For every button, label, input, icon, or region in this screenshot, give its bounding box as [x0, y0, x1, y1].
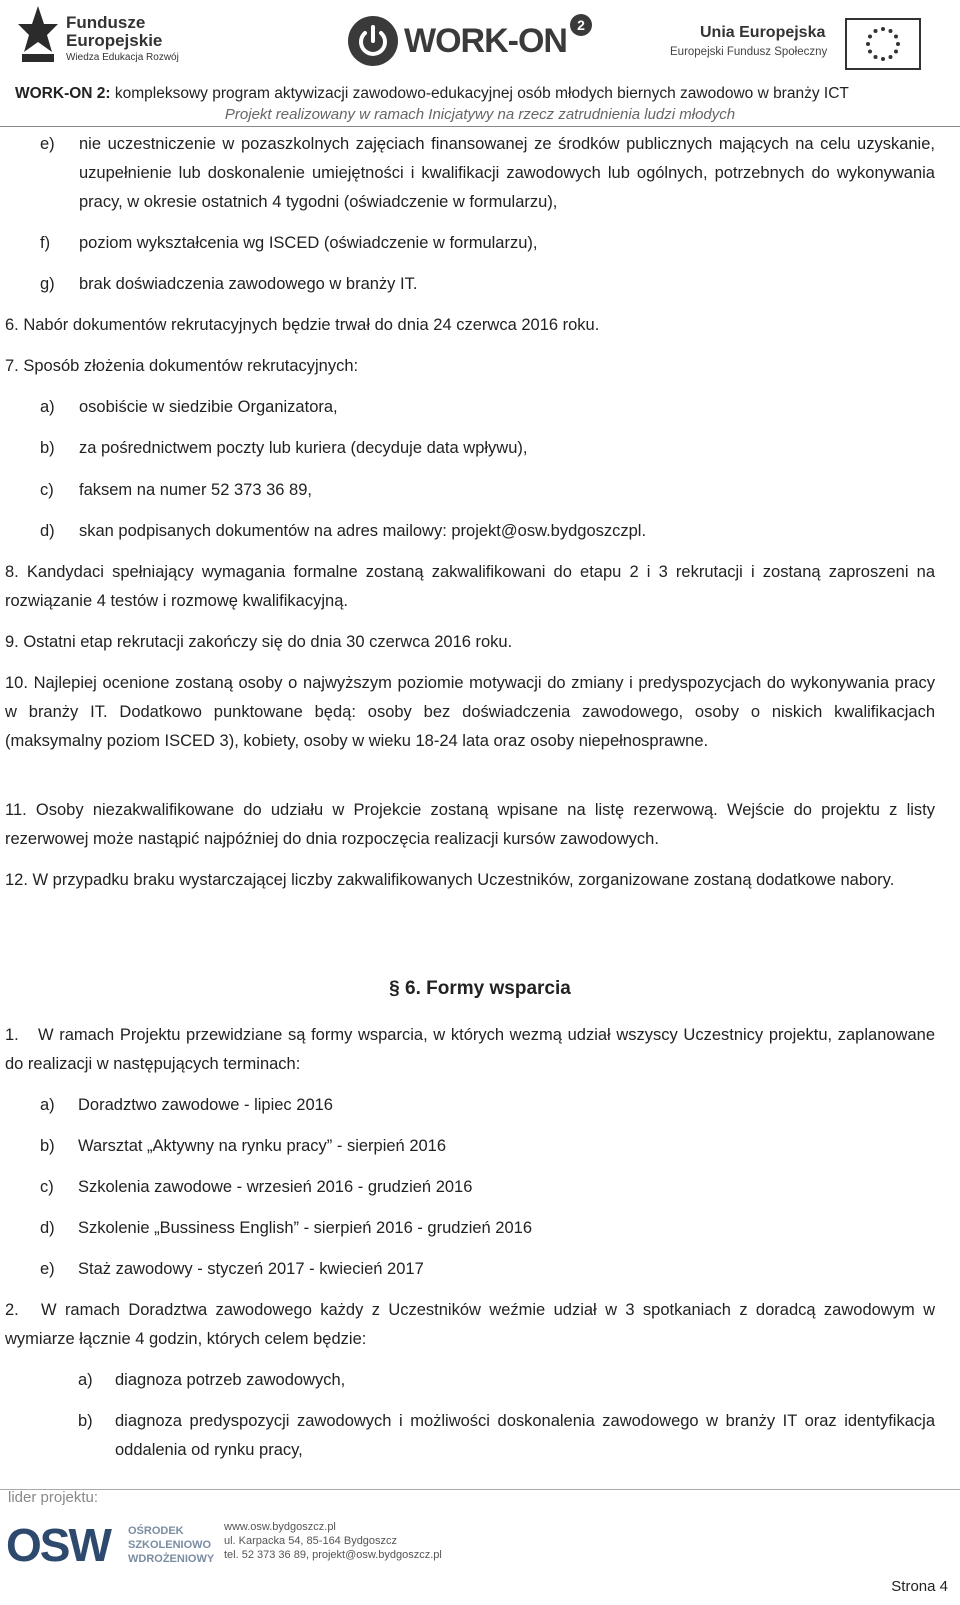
fundusze-europejskie-logo	[18, 6, 218, 68]
item-7a-text: osobiście w siedzibie Organizatora,	[79, 398, 338, 416]
point-8: 8. Kandydaci spełniający wymagania formalne zostaną zakwalifikowani do etapu 2 i 3 rekrutacji i zostaną zaproszeni na rozwiązanie 4 testów i rozmowę kwalifikacyjną.	[5, 563, 935, 610]
osw-contact	[224, 1520, 442, 1562]
point-7: 7. Sposób złożenia dokumentów rekrutacyjnych:	[5, 357, 359, 375]
item-g-text: brak doświadczenia zawodowego w branży IT.	[79, 275, 418, 293]
page-header	[0, 0, 960, 82]
item-s1c-label: c)	[40, 1178, 54, 1196]
leader-label: lider projektu:	[8, 1489, 99, 1506]
item-s1a-label: a)	[40, 1096, 55, 1114]
item-7c-text: faksem na numer 52 373 36 89,	[79, 481, 312, 499]
item-s1e-text: Staż zawodowy - styczeń 2017 - kwiecień 2017	[78, 1260, 424, 1278]
footer-divider	[0, 1489, 960, 1490]
contact-phone-email: tel. 52 373 36 89, projekt@osw.bydgoszcz.pl	[224, 1549, 442, 1561]
fe-logo-line3: Wiedza Edukacja Rozwój	[66, 51, 179, 63]
point-11: 11. Osoby niezakwalifikowane do udziału w Projekcie zostaną wpisane na listę rezerwową. Wejście do projektu z listy rezerwowej może nastąpić najpóźniej do dnia rozpoczęcia realizacji kursów zawodowych.	[5, 801, 935, 848]
item-s1d-label: d)	[40, 1219, 55, 1237]
s2-text: W ramach Doradztwa zawodowego każdy z Uczestników weźmie udział w 3 spotkaniach z doradcą zawodowym w wymiarze łącznie 4 godzin, których celem będzie:	[5, 1301, 935, 1348]
contact-www: www.osw.bydgoszcz.pl	[224, 1521, 336, 1533]
eu-flag-icon	[845, 18, 921, 70]
item-s2a-label: a)	[78, 1371, 93, 1389]
work-on-logo	[348, 8, 608, 68]
contact-address: ul. Karpacka 54, 85-164 Bydgoszcz	[224, 1535, 398, 1547]
point-9: 9. Ostatni etap rekrutacji zakończy się do dnia 30 czerwca 2016 roku.	[5, 633, 513, 651]
work-on-text: WORK-ON	[404, 22, 567, 60]
item-f-text: poziom wykształcenia wg ISCED (oświadczenie w formularzu),	[79, 234, 538, 252]
item-7d-text: skan podpisanych dokumentów na adres mailowy: projekt@osw.bydgoszczpl.	[79, 522, 647, 540]
item-7a-label: a)	[40, 398, 55, 416]
s1-text: W ramach Projektu przewidziane są formy wsparcia, w których wezmą udział wszyscy Uczestnicy projektu, zaplanowane do realizacji w następujących terminach:	[5, 1026, 935, 1073]
osw-logo-subtitle	[128, 1524, 214, 1566]
work-on-sup: 2	[570, 14, 592, 36]
fe-logo-line2: Europejskie	[66, 30, 163, 50]
item-f-label: f)	[40, 234, 51, 252]
project-title-rest: kompleksowy program aktywizacji zawodowo-edukacyjnej osób młodych biernych zawodowo w branży ICT	[110, 85, 849, 102]
s2-number: 2.	[5, 1301, 19, 1319]
osw-logo: OSW	[6, 1519, 110, 1571]
item-e-text: nie uczestniczenie w pozaszkolnych zajęciach finansowanej ze środków publicznych mających na celu uzyskanie, uzupełnienie lub doskonalenie umiejętności i kwalifikacji zawodowych lub ogólnych, potrzebnych do wykonywania pracy, w okresie ostatnich 4 tygodni (oświadczenie w formularzu),	[79, 135, 935, 211]
ue-logo-line1: Unia Europejska	[700, 24, 826, 41]
item-s2b-text: diagnoza predyspozycji zawodowych i możliwości doskonalenia zawodowego w branży IT oraz identyfikacja oddalenia od rynku pracy,	[115, 1412, 935, 1459]
section-6-heading: § 6. Formy wsparcia	[389, 978, 571, 999]
item-e-label: e)	[40, 135, 55, 153]
unia-europejska-logo	[670, 14, 940, 70]
item-s1c-text: Szkolenia zawodowe - wrzesień 2016 - grudzień 2016	[78, 1178, 473, 1196]
item-7c-label: c)	[40, 481, 54, 499]
header-divider	[0, 126, 960, 127]
project-subtitle: Projekt realizowany w ramach Inicjatywy na rzecz zatrudnienia ludzi młodych	[224, 106, 736, 123]
fe-logo-line1: Fundusze	[66, 13, 146, 32]
item-s1e-label: e)	[40, 1260, 55, 1278]
item-g-label: g)	[40, 275, 55, 293]
osw-sub-line3: WDROŻENIOWY	[128, 1553, 215, 1565]
ue-logo-line2: Europejski Fundusz Społeczny	[670, 46, 828, 58]
page-number: Strona 4	[891, 1578, 948, 1595]
osw-sub-line1: OŚRODEK	[128, 1525, 184, 1537]
power-icon	[348, 16, 398, 66]
s1-number: 1.	[5, 1026, 19, 1044]
fe-star-icon	[18, 6, 58, 64]
item-s1a-text: Doradztwo zawodowe - lipiec 2016	[78, 1096, 333, 1114]
item-s2a-text: diagnoza potrzeb zawodowych,	[115, 1371, 346, 1389]
item-7b-label: b)	[40, 439, 55, 457]
osw-sub-line2: SZKOLENIOWO	[128, 1539, 212, 1551]
point-10: 10. Najlepiej ocenione zostaną osoby o najwyższym poziomie motywacji do zmiany i predyspozycjach do wykonywania pracy w branży IT. Dodatkowo punktowane będą: osoby bez doświadczenia zawodowego, osoby o niskich kwalifikacjach (maksymalny poziom ISCED 3), kobiety, osoby w wieku 18-24 lata oraz osoby niepełnosprawne.	[5, 674, 935, 750]
item-s1b-text: Warsztat „Aktywny na rynku pracy” - sierpień 2016	[78, 1137, 447, 1155]
item-s2b-label: b)	[78, 1412, 93, 1430]
point-12: 12. W przypadku braku wystarczającej liczby zakwalifikowanych Uczestników, zorganizowane zostaną dodatkowe nabory.	[5, 871, 895, 889]
project-title-bold: WORK-ON 2:	[15, 85, 111, 102]
project-title	[15, 85, 945, 103]
item-7b-text: za pośrednictwem poczty lub kuriera (decyduje data wpływu),	[79, 439, 528, 457]
item-7d-label: d)	[40, 522, 55, 540]
item-s1b-label: b)	[40, 1137, 55, 1155]
item-s1d-text: Szkolenie „Bussiness English” - sierpień 2016 - grudzień 2016	[78, 1219, 532, 1237]
point-6: 6. Nabór dokumentów rekrutacyjnych będzie trwał do dnia 24 czerwca 2016 roku.	[5, 316, 600, 334]
